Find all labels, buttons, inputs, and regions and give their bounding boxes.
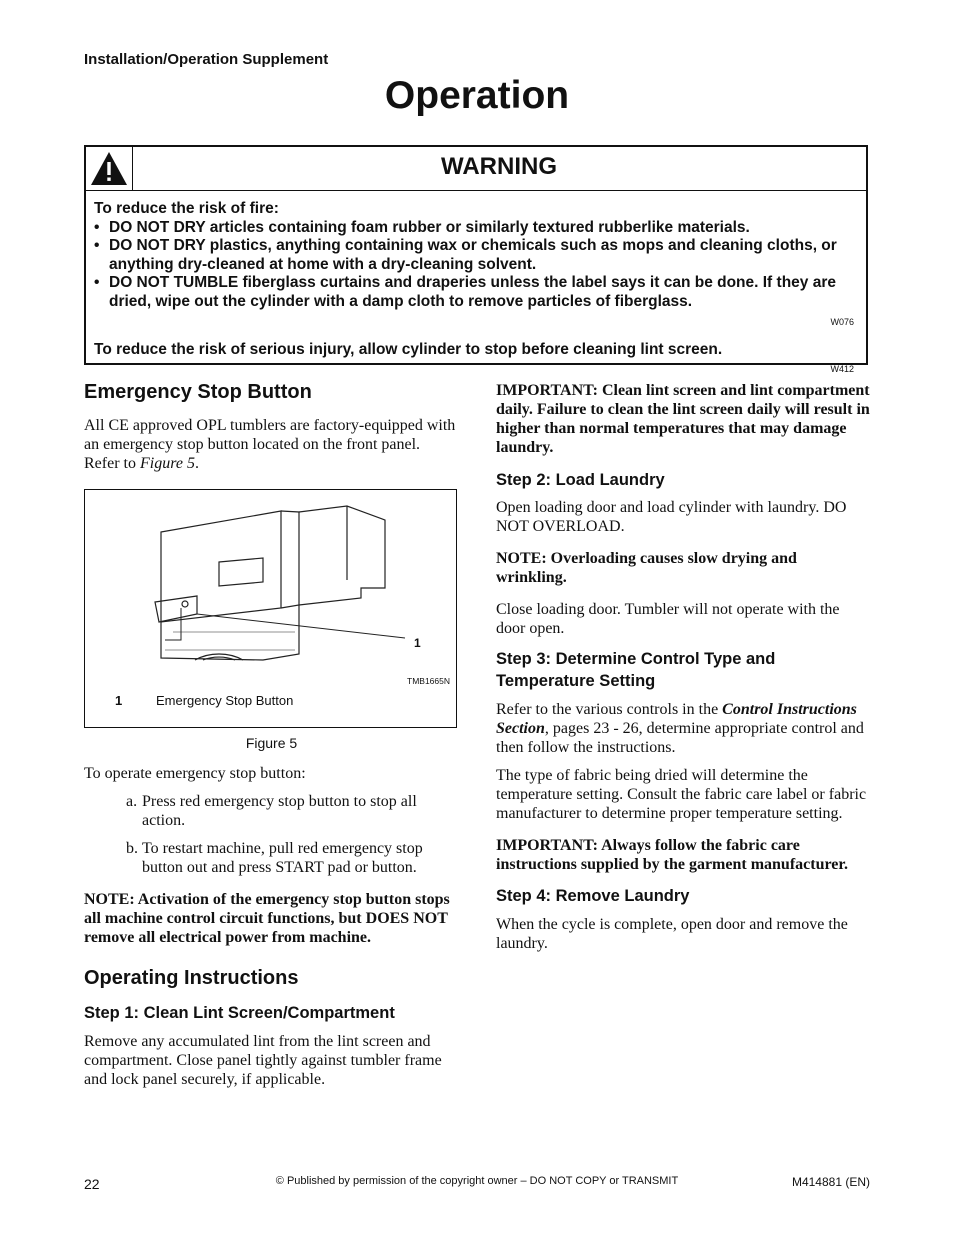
- important-fabric-care: IMPORTANT: Always follow the fabric care instructions supplied by the garment manufacturer.: [496, 837, 849, 873]
- paragraph-fabric: The type of fabric being dried will determine the temperature setting. Consult the fabric care label or fabric manufacturer to determine proper temperature setting.: [496, 767, 867, 822]
- footer-document-id: M414881 (EN): [791, 1175, 870, 1189]
- warning-code: W076: [830, 317, 854, 327]
- warning-injury-text: To reduce the risk of serious injury, allow cylinder to stop before cleaning lint screen.: [94, 340, 723, 358]
- text: .: [194, 455, 199, 472]
- header-section-label: Installation/Operation Supplement: [84, 51, 329, 68]
- heading-step4: Step 4: Remove Laundry: [496, 887, 690, 905]
- legend-number: 1: [115, 693, 123, 708]
- figure-code: TMB1665N: [407, 676, 450, 686]
- text: Refer to the various controls in the: [496, 701, 723, 718]
- paragraph-step2: Open loading door and load cylinder with laundry. DO NOT OVERLOAD.: [496, 499, 847, 535]
- step-label: a.: [126, 793, 138, 810]
- heading-step3: Step 3: Determine Control Type and Temperature Setting: [496, 650, 776, 690]
- text: , pages 23 - 26, determine appropriate control and then follow the instructions.: [496, 720, 864, 756]
- section-reference: Control Instructions Section: [496, 701, 857, 737]
- note-emergency: NOTE: Activation of the emergency stop button stops all machine control circuit functions, but DOES NOT remove all electrical power from machine.: [84, 891, 450, 946]
- heading-step1: Step 1: Clean Lint Screen/Compartment: [84, 1004, 395, 1022]
- text: All CE approved OPL tumblers are factory-equipped with an emergency stop button located on the front panel. Refer to: [84, 417, 456, 472]
- step-item: [84, 839, 459, 877]
- figure-5-box: [84, 489, 457, 728]
- step-label: b.: [126, 840, 138, 857]
- warning-header: [86, 147, 866, 191]
- paragraph-step4: When the cycle is complete, open door and remove the laundry.: [496, 916, 848, 952]
- paragraph-step1: Remove any accumulated lint from the lint screen and compartment. Close panel tightly against tumbler frame and lock panel securely, if applicable.: [84, 1033, 442, 1088]
- paragraph-step3: [496, 700, 871, 757]
- step-text: To restart machine, pull red emergency stop button out and press START pad or button.: [142, 840, 423, 876]
- warning-title: WARNING: [441, 153, 557, 180]
- paragraph-emergency: [84, 416, 459, 473]
- heading-emergency-stop: Emergency Stop Button: [84, 381, 312, 403]
- footer-page-number: 22: [84, 1176, 100, 1192]
- operate-steps-list: [84, 792, 459, 877]
- warning-list: [94, 219, 854, 312]
- warning-code: W412: [830, 364, 854, 374]
- warning-item: • DO NOT TUMBLE fiberglass curtains and draperies unless the label says it can be done. If they are dried, wipe out the cylinder with a damp cloth to remove particles of fiberglass.: [94, 274, 854, 311]
- warning-triangle-icon: [86, 147, 132, 190]
- warning-item: • DO NOT DRY plastics, anything containing wax or chemicals such as mops and cleaning cloths, or anything dry-cleaned at home with a dry-cleaning solvent.: [94, 237, 854, 274]
- warning-icon-cell: [86, 147, 133, 190]
- footer-copyright: © Published by permission of the copyright owner – DO NOT COPY or TRANSMIT: [275, 1175, 679, 1187]
- paragraph-close-door: Close loading door. Tumbler will not operate with the door open.: [496, 601, 840, 637]
- step-text: Press red emergency stop button to stop all action.: [142, 793, 417, 829]
- page-title: Operation: [384, 74, 570, 117]
- warning-item: • DO NOT DRY articles containing foam rubber or similarly textured rubberlike materials.: [94, 219, 854, 238]
- warning-intro: To reduce the risk of fire:: [94, 200, 279, 217]
- right-column: [496, 381, 871, 953]
- heading-operating-instructions: Operating Instructions: [84, 967, 299, 989]
- heading-step2: Step 2: Load Laundry: [496, 471, 665, 489]
- legend-label: Emergency Stop Button: [156, 693, 294, 708]
- paragraph-operate: To operate emergency stop button:: [84, 765, 306, 782]
- important-lint: IMPORTANT: Clean lint screen and lint compartment daily. Failure to clean the lint screen daily will result in higher than normal temperatures that may damage laundry.: [496, 382, 870, 456]
- warning-body: [94, 200, 854, 379]
- left-column: [84, 378, 459, 1089]
- figure-caption: Figure 5: [245, 735, 298, 751]
- figure-reference: Figure 5: [139, 455, 195, 472]
- step-item: [84, 792, 459, 830]
- figure-callout-number: 1: [414, 636, 421, 650]
- note-overloading: NOTE: Overloading causes slow drying and wrinkling.: [496, 550, 797, 586]
- tumbler-illustration: [85, 490, 458, 729]
- warning-box: [84, 145, 868, 374]
